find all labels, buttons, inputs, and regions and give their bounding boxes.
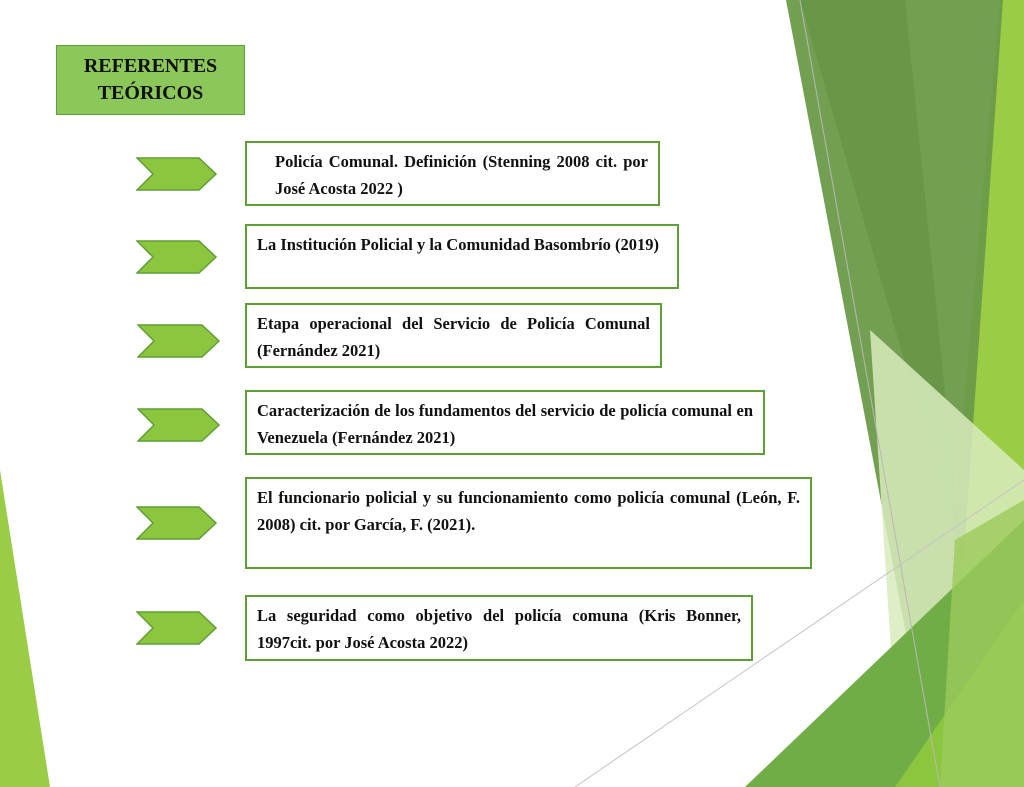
reference-text: La Institución Policial y la Comunidad Basombrío (2019)	[257, 235, 660, 254]
reference-box	[245, 595, 753, 661]
chevron-arrow-icon	[136, 506, 218, 540]
chevron-arrow-icon	[136, 611, 218, 645]
reference-box	[245, 390, 765, 455]
reference-box	[245, 141, 660, 206]
chevron-arrow-icon	[137, 324, 221, 358]
page-title	[56, 45, 245, 115]
title-line-2: TEÓRICOS	[97, 82, 204, 104]
chevron-arrow-icon	[137, 408, 221, 442]
chevron-arrow-icon	[136, 240, 218, 274]
deco-shape-left	[0, 470, 50, 787]
reference-text: Etapa operacional del Servicio de Policía Comunal (Fernández 2021)	[257, 314, 650, 360]
reference-text: El funcionario policial y su funcionamiento como policía comunal (León, F. 2008) cit. por García, F. (2021).	[257, 488, 800, 534]
reference-box	[245, 224, 679, 289]
chevron-arrow-icon	[136, 157, 218, 191]
reference-text: Caracterización de los fundamentos del servicio de policía comunal en Venezuela (Fernández 2021)	[257, 401, 753, 447]
title-line-1: REFERENTES	[83, 55, 218, 77]
reference-box	[245, 303, 662, 368]
reference-text: La seguridad como objetivo del policía comuna (Kris Bonner, 1997cit. por José Acosta 2022)	[257, 606, 741, 652]
reference-text: Policía Comunal. Definición (Stenning 2008 cit. por José Acosta 2022 )	[275, 152, 648, 198]
reference-box	[245, 477, 812, 569]
